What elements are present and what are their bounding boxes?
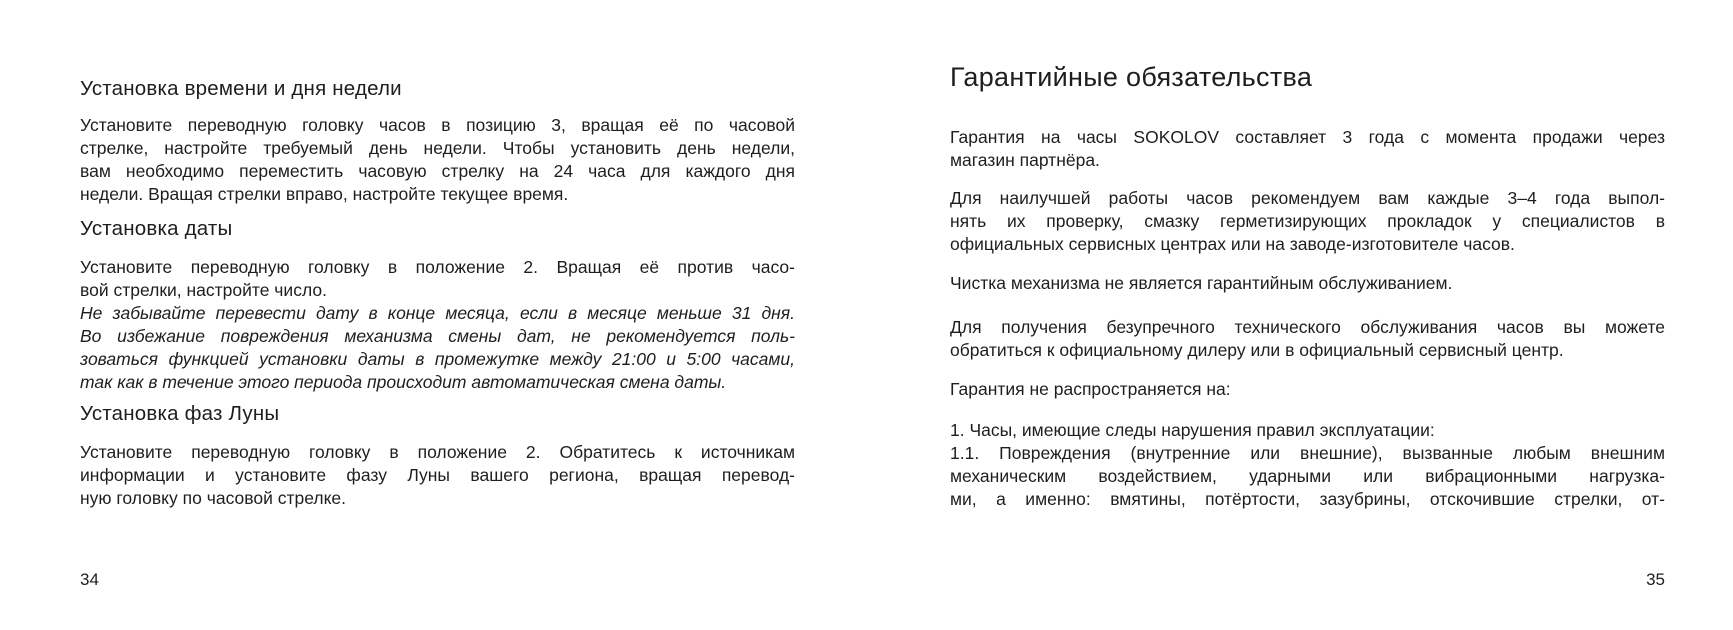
italic-note-line: зоваться функцией установки даты в промежутке между 21:00 и 5:00 часами, <box>80 349 795 369</box>
paragraph-warranty-period <box>950 126 1665 172</box>
text-line: ми, а именно: вмятины, потёртости, зазубрины, отскочившие стрелки, от- <box>950 489 1665 509</box>
left-page <box>80 0 795 630</box>
section-heading-time-weekday: Установка времени и дня недели <box>80 77 402 100</box>
section-body-moon-phase <box>80 441 795 510</box>
text-line: официальных сервисных центрах или на заводе-изготовителе часов. <box>950 234 1515 254</box>
section-heading-date: Установка даты <box>80 217 233 240</box>
paragraph-cleaning <box>950 272 1665 295</box>
text-line: недели. Вращая стрелки вправо, настройте текущее время. <box>80 184 569 204</box>
page-number-left: 34 <box>80 570 99 589</box>
text-line: вой стрелки, настройте число. <box>80 280 327 300</box>
section-heading-moon-phase: Установка фаз Луны <box>80 402 280 425</box>
section-body-date <box>80 256 795 394</box>
italic-note-line: Не забывайте перевести дату в конце месяца, если в месяце меньше 31 дня. <box>80 303 795 323</box>
text-line: вам необходимо переместить часовую стрелку на 24 часа для каждого дня <box>80 161 795 181</box>
list-item: 1. Часы, имеющие следы нарушения правил эксплуатации: <box>950 420 1435 440</box>
text-line: обратиться к официальному дилеру или в официальный сервисный центр. <box>950 340 1564 360</box>
text-line: ную головку по часовой стрелке. <box>80 488 347 508</box>
text-line: Для наилучшей работы часов рекомендуем вам каждые 3–4 года выпол- <box>950 188 1665 208</box>
page-title: Гарантийные обязательства <box>950 62 1313 92</box>
paragraph-exclusions-list <box>950 419 1665 511</box>
paragraph-service <box>950 316 1665 362</box>
text-line: Гарантия не распространяется на: <box>950 379 1231 399</box>
text-line: магазин партнёра. <box>950 150 1100 170</box>
text-line: механическим воздействием, ударными или вибрационными нагрузка- <box>950 466 1665 486</box>
text-line: Установите переводную головку в положение 2. Обратитесь к источникам <box>80 442 795 462</box>
text-line: Установите переводную головку часов в позицию 3, вращая её по часовой <box>80 115 795 135</box>
list-item: 1.1. Повреждения (внутренние или внешние), вызванные любым внешним <box>950 443 1665 463</box>
text-line: нять их проверку, смазку герметизирующих прокладок у специалистов в <box>950 211 1665 231</box>
section-body-time-weekday <box>80 114 795 206</box>
italic-note-line: так как в течение этого периода происходит автоматическая смена даты. <box>80 372 727 392</box>
text-line: Гарантия на часы SOKOLOV составляет 3 года с момента продажи через <box>950 127 1665 147</box>
right-page <box>950 0 1665 630</box>
text-line: Установите переводную головку в положение 2. Вращая её против часо- <box>80 257 795 277</box>
text-line: Для получения безупречного технического обслуживания часов вы можете <box>950 317 1665 337</box>
text-line: Чистка механизма не является гарантийным обслуживанием. <box>950 273 1453 293</box>
text-line: информации и установите фазу Луны вашего региона, вращая перевод- <box>80 465 795 485</box>
paragraph-maintenance <box>950 187 1665 256</box>
italic-note-line: Во избежание повреждения механизма смены дат, не рекомендуется поль- <box>80 326 795 346</box>
paragraph-exclusions-intro <box>950 378 1665 401</box>
page-number-right: 35 <box>1646 570 1665 589</box>
text-line: стрелке, настройте требуемый день недели. Чтобы установить день недели, <box>80 138 795 158</box>
